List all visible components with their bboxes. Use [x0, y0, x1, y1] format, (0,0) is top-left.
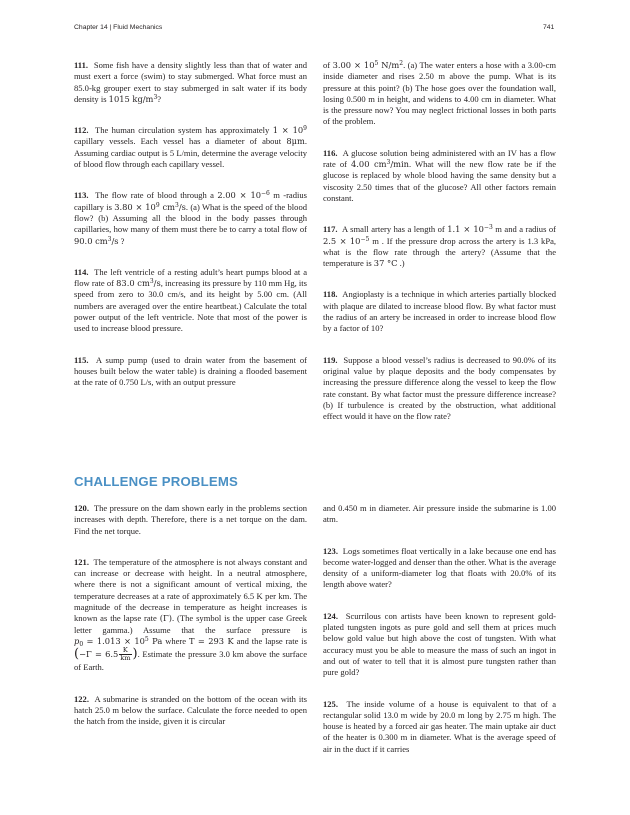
problem-number: 121. [74, 556, 89, 567]
problem-124: 124. Scurrilous con artists have been known to represent gold-plated tungsten ingots as pure gold and sell them at prices much below gold value but high above the cost of tungsten. With what accuracy must you be able to measure the mass of such an ingot in and out of water to tell that it is almost pure tungsten rather than pure gold? [323, 610, 556, 678]
problem-number: 112. [74, 125, 89, 136]
problem-115-continued: of $3.00 \times 10^5$ $N/m^2$. (a) The water enters a hose with a 3.00-cm inside diameter and rises 2.50 m above the pump. What is its pressure at this point? (b) The hose goes over the foundation wall, losing 0.500 m in height, and widens to 4.00 cm in diameter. What is the pressure now? You may neglect frictional losses in both parts of the problem. [323, 60, 557, 127]
upper-left-column [74, 60, 307, 389]
lower-right-column [323, 503, 556, 755]
lower-left-column [74, 503, 307, 727]
problem-122: 122. A submarine is stranded on the bottom of the ocean with its hatch 25.0 m below the surface. Calculate the force needed to open the hatch from the inside, given it is circular [74, 693, 307, 727]
problem-number: 118. [323, 289, 338, 300]
chapter-header: Chapter 14 | Fluid Mechanics [74, 24, 163, 31]
problem-121: 121. The temperature of the atmosphere is not always constant and can increase or decrease with height. In a neutral atmosphere, where there is not a significant amount of vertical mixing, the temperature decreases at a rate of approximately 6.5 K per km. The magnitude of the decrease in temperature as height increases is known as the lapse rate (Γ). (The symbol is the upper case Greek letter gamma.) Assume that the surface pressure is $p_0 = 1.013 \times 10^5$ Pa where T = 293 K and the lapse rate is (−Γ = 6.5 $\frac{K}{km}$ ). Estimate the pressure 3.0 km above the surface of Earth. [74, 556, 307, 673]
problem-number: 119. [323, 354, 338, 365]
problem-112: 112. The human circulation system has approximately $1 \times 10^9$ capillary vessels. Each vessel has a diameter of about 8μm. Assuming cardiac output is 5 L/min, determine the average velocity of blood flow through each capillary vessel. [74, 125, 307, 170]
problem-125: 125. The inside volume of a house is equivalent to that of a rectangular solid 13.0 m wide by 20.0 m long by 2.75 m high. The house is heated by a forced air gas heater. The main uptake air duct of the heater is 0.300 m in diameter. What is the average speed of air in the duct if it carries [323, 698, 556, 754]
problem-number: 117. [323, 224, 338, 235]
problem-number: 120. [74, 503, 89, 513]
problem-119: 119. Suppose a blood vessel’s radius is decreased to 90.0% of its original value by plaque deposits and the body compensates by increasing the pressure difference along the vessel to keep the flow rate constant. By what factor must the pressure difference increase? (b) If turbulence is created by the obstruction, what additional effect would it have on the flow rate? [323, 354, 556, 422]
problem-number: 124. [323, 610, 338, 621]
problem-number: 115. [74, 354, 89, 365]
problem-123: 123. Logs sometimes float vertically in a lake because one end has become water-logged and denser than the other. What is the average density of a uniform-diameter log that floats with 20.0% of its length above water? [323, 545, 556, 590]
problem-111: 111. Some fish have a density slightly less than that of water and must exert a force (swim) to stay submerged. What force must an 85.0-kg grouper exert to stay submerged in salt water if its body density is 1015 $kg/m^3$? [74, 60, 307, 104]
problem-116: 116. A glucose solution being administered with an IV has a flow rate of 4.00 $cm^3/\min$. What will the new flow rate be if the glucose is replaced by whole blood having the same density but a viscosity 2.50 times that of the glucose? All other factors remain constant. [323, 147, 556, 203]
problem-117: 117. A small artery has a length of $1.1 \times 10^{-3}$ m and a radius of $2.5 \times 10^{-5}$ m . If the pressure drop across the artery is 1.3 kPa, what is the flow rate through the artery? (Assume that the temperature is 37 °C .) [323, 224, 557, 269]
problem-number: 123. [323, 545, 338, 556]
problem-113: 113. The flow rate of blood through a $2.00 \times 10^{-6}$ m -radius capillary is $3.80 \times 10^9$ $cm^3/s$. (a) What is the speed of the blood flow? (b) Assuming all the blood in the body passes through capillaries, how many of them must there be to carry a total flow of 90.0 $cm^3/s$ ? [74, 190, 307, 246]
upper-right-column [323, 60, 556, 422]
problem-number: 113. [74, 190, 89, 201]
problem-114: 114. The left ventricle of a resting adult’s heart pumps blood at a flow rate of 83.0 $cm^3/s$, increasing its pressure by 110 mm Hg, its speed from zero to 30.0 cm/s, and its height by 5.00 cm. (All numbers are averaged over the entire heartbeat.) Calculate the total power output of the left ventricle. Note that most of the power is used to increase blood pressure. [74, 266, 307, 334]
problem-number: 125. [323, 698, 338, 709]
problem-118: 118. Angioplasty is a technique in which arteries partially blocked with plaque are dilated to increase blood flow. By what factor must the radius of an artery be increased in order to increase blood flow by a factor of 10? [323, 289, 556, 334]
problem-number: 116. [323, 147, 338, 158]
problem-number: 114. [74, 266, 89, 277]
problem-number: 111. [74, 60, 89, 70]
problem-115: 115. A sump pump (used to drain water from the basement of houses built below the water table) is draining a flooded basement at the rate of 0.750 L/s, with an output pressure [74, 354, 307, 388]
problem-number: 122. [74, 693, 89, 704]
problem-122-continued: and 0.450 m in diameter. Air pressure inside the submarine is 1.00 atm. [323, 503, 556, 525]
section-title: CHALLENGE PROBLEMS [74, 474, 239, 489]
problem-120: 120. The pressure on the dam shown early in the problems section increases with depth. Therefore, there is a net torque on the dam. Find the net torque. [74, 503, 307, 536]
page-number: 741 [543, 24, 555, 31]
